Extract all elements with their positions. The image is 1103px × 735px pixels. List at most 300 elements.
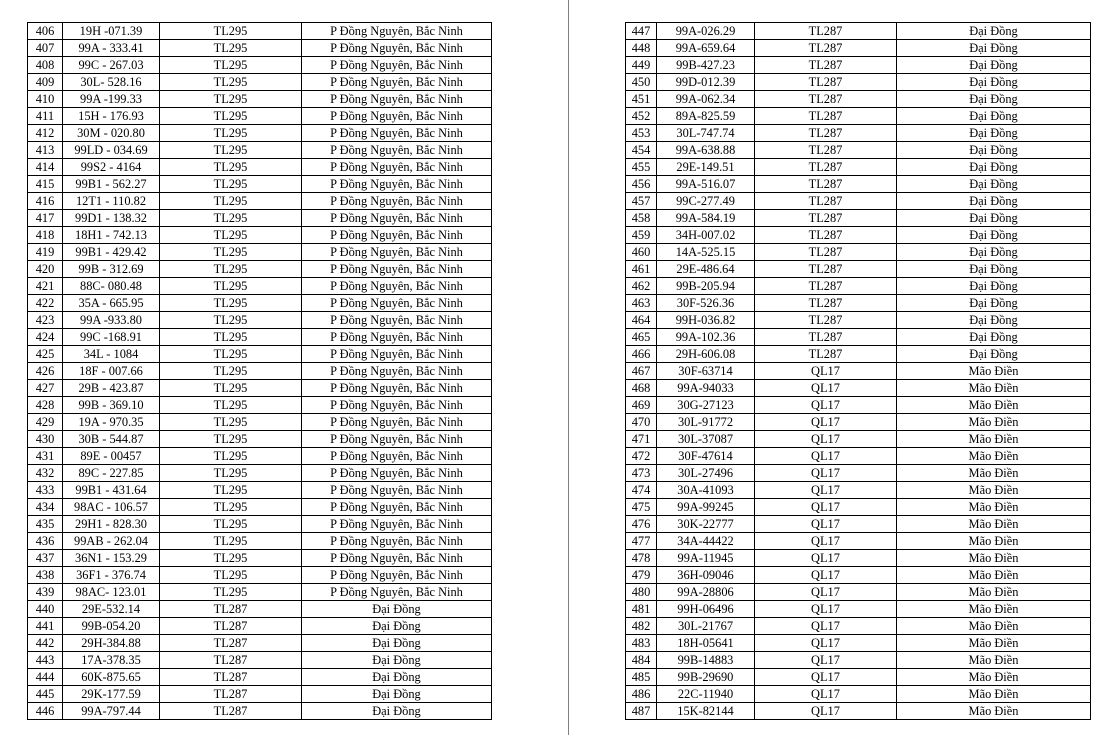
table-row [626, 669, 1091, 686]
plate-number-cell: 29B - 423.87 [63, 380, 160, 397]
location-cell: P Đồng Nguyên, Bắc Ninh [302, 91, 492, 108]
location-cell: Đại Đồng [897, 210, 1091, 227]
location-cell: P Đồng Nguyên, Bắc Ninh [302, 584, 492, 601]
row-number-cell: 440 [28, 601, 63, 618]
location-cell: Đại Đồng [897, 329, 1091, 346]
location-cell: P Đồng Nguyên, Bắc Ninh [302, 40, 492, 57]
route-code-cell: QL17 [755, 584, 897, 601]
table-row [28, 703, 492, 720]
route-code-cell: TL287 [755, 23, 897, 40]
route-code-cell: TL287 [160, 618, 302, 635]
location-cell: Đại Đồng [302, 686, 492, 703]
records-table-right-body [626, 23, 1091, 720]
plate-number-cell: 15K-82144 [657, 703, 755, 720]
row-number-cell: 448 [626, 40, 657, 57]
route-code-cell: TL295 [160, 23, 302, 40]
table-row [626, 40, 1091, 57]
row-number-cell: 428 [28, 397, 63, 414]
location-cell: Mão Điền [897, 669, 1091, 686]
route-code-cell: TL295 [160, 567, 302, 584]
route-code-cell: TL287 [160, 703, 302, 720]
location-cell: Mão Điền [897, 516, 1091, 533]
route-code-cell: TL295 [160, 414, 302, 431]
row-number-cell: 429 [28, 414, 63, 431]
plate-number-cell: 60K-875.65 [63, 669, 160, 686]
row-number-cell: 413 [28, 142, 63, 159]
plate-number-cell: 99A-797.44 [63, 703, 160, 720]
table-row [626, 159, 1091, 176]
plate-number-cell: 89E - 00457 [63, 448, 160, 465]
plate-number-cell: 99A-026.29 [657, 23, 755, 40]
row-number-cell: 463 [626, 295, 657, 312]
row-number-cell: 432 [28, 465, 63, 482]
route-code-cell: TL287 [755, 108, 897, 125]
plate-number-cell: 12T1 - 110.82 [63, 193, 160, 210]
row-number-cell: 430 [28, 431, 63, 448]
row-number-cell: 478 [626, 550, 657, 567]
row-number-cell: 424 [28, 329, 63, 346]
plate-number-cell: 29H-606.08 [657, 346, 755, 363]
row-number-cell: 485 [626, 669, 657, 686]
row-number-cell: 468 [626, 380, 657, 397]
route-code-cell: TL295 [160, 499, 302, 516]
table-row [626, 329, 1091, 346]
route-code-cell: TL295 [160, 74, 302, 91]
table-row [28, 57, 492, 74]
table-row [626, 57, 1091, 74]
table-row [28, 329, 492, 346]
location-cell: P Đồng Nguyên, Bắc Ninh [302, 312, 492, 329]
plate-number-cell: 89C - 227.85 [63, 465, 160, 482]
row-number-cell: 427 [28, 380, 63, 397]
plate-number-cell: 88C- 080.48 [63, 278, 160, 295]
row-number-cell: 439 [28, 584, 63, 601]
route-code-cell: TL287 [755, 244, 897, 261]
location-cell: Mão Điền [897, 465, 1091, 482]
location-cell: Đại Đồng [897, 74, 1091, 91]
route-code-cell: TL295 [160, 125, 302, 142]
plate-number-cell: 29H-384.88 [63, 635, 160, 652]
row-number-cell: 452 [626, 108, 657, 125]
plate-number-cell: 99A-062.34 [657, 91, 755, 108]
route-code-cell: TL287 [755, 176, 897, 193]
row-number-cell: 443 [28, 652, 63, 669]
route-code-cell: QL17 [755, 397, 897, 414]
route-code-cell: QL17 [755, 618, 897, 635]
plate-number-cell: 98AC - 106.57 [63, 499, 160, 516]
location-cell: Mão Điền [897, 584, 1091, 601]
route-code-cell: TL287 [755, 261, 897, 278]
plate-number-cell: 30F-526.36 [657, 295, 755, 312]
route-code-cell: TL295 [160, 142, 302, 159]
location-cell: P Đồng Nguyên, Bắc Ninh [302, 23, 492, 40]
plate-number-cell: 30B - 544.87 [63, 431, 160, 448]
plate-number-cell: 99A-94033 [657, 380, 755, 397]
row-number-cell: 483 [626, 635, 657, 652]
table-row [626, 482, 1091, 499]
row-number-cell: 476 [626, 516, 657, 533]
location-cell: P Đồng Nguyên, Bắc Ninh [302, 448, 492, 465]
plate-number-cell: 99LD - 034.69 [63, 142, 160, 159]
plate-number-cell: 99C - 267.03 [63, 57, 160, 74]
table-row [28, 91, 492, 108]
row-number-cell: 477 [626, 533, 657, 550]
table-row [626, 533, 1091, 550]
table-row [28, 159, 492, 176]
table-row [28, 40, 492, 57]
row-number-cell: 445 [28, 686, 63, 703]
plate-number-cell: 99D-012.39 [657, 74, 755, 91]
plate-number-cell: 99A-584.19 [657, 210, 755, 227]
location-cell: P Đồng Nguyên, Bắc Ninh [302, 142, 492, 159]
plate-number-cell: 99B1 - 431.64 [63, 482, 160, 499]
plate-number-cell: 30M - 020.80 [63, 125, 160, 142]
table-row [28, 227, 492, 244]
table-row [626, 91, 1091, 108]
location-cell: Đại Đồng [897, 312, 1091, 329]
table-row [626, 278, 1091, 295]
table-row [626, 363, 1091, 380]
location-cell: P Đồng Nguyên, Bắc Ninh [302, 295, 492, 312]
table-row [626, 686, 1091, 703]
row-number-cell: 425 [28, 346, 63, 363]
location-cell: Đại Đồng [897, 91, 1091, 108]
plate-number-cell: 17A-378.35 [63, 652, 160, 669]
row-number-cell: 421 [28, 278, 63, 295]
plate-number-cell: 99C-277.49 [657, 193, 755, 210]
location-cell: Đại Đồng [897, 40, 1091, 57]
plate-number-cell: 99A-28806 [657, 584, 755, 601]
route-code-cell: TL287 [755, 278, 897, 295]
table-row [28, 601, 492, 618]
location-cell: Đại Đồng [302, 703, 492, 720]
route-code-cell: TL295 [160, 533, 302, 550]
plate-number-cell: 99A - 333.41 [63, 40, 160, 57]
table-row [626, 176, 1091, 193]
plate-number-cell: 30K-22777 [657, 516, 755, 533]
route-code-cell: QL17 [755, 601, 897, 618]
table-row [626, 210, 1091, 227]
location-cell: P Đồng Nguyên, Bắc Ninh [302, 346, 492, 363]
plate-number-cell: 30F-47614 [657, 448, 755, 465]
table-row [626, 516, 1091, 533]
route-code-cell: TL287 [755, 57, 897, 74]
row-number-cell: 459 [626, 227, 657, 244]
table-row [28, 125, 492, 142]
records-table-left-body [28, 23, 492, 720]
plate-number-cell: 99A-102.36 [657, 329, 755, 346]
plate-number-cell: 35A - 665.95 [63, 295, 160, 312]
route-code-cell: QL17 [755, 482, 897, 499]
route-code-cell: TL295 [160, 448, 302, 465]
table-row [626, 108, 1091, 125]
route-code-cell: QL17 [755, 499, 897, 516]
records-table-left [27, 22, 492, 720]
route-code-cell: TL287 [755, 91, 897, 108]
route-code-cell: TL295 [160, 40, 302, 57]
table-row [28, 261, 492, 278]
location-cell: P Đồng Nguyên, Bắc Ninh [302, 278, 492, 295]
location-cell: P Đồng Nguyên, Bắc Ninh [302, 465, 492, 482]
row-number-cell: 470 [626, 414, 657, 431]
table-row [28, 363, 492, 380]
location-cell: Đại Đồng [897, 57, 1091, 74]
table-row [626, 448, 1091, 465]
row-number-cell: 435 [28, 516, 63, 533]
row-number-cell: 484 [626, 652, 657, 669]
plate-number-cell: 30G-27123 [657, 397, 755, 414]
location-cell: Mão Điền [897, 635, 1091, 652]
route-code-cell: TL295 [160, 380, 302, 397]
plate-number-cell: 30L- 528.16 [63, 74, 160, 91]
location-cell: P Đồng Nguyên, Bắc Ninh [302, 193, 492, 210]
route-code-cell: QL17 [755, 703, 897, 720]
row-number-cell: 423 [28, 312, 63, 329]
row-number-cell: 461 [626, 261, 657, 278]
plate-number-cell: 99A -199.33 [63, 91, 160, 108]
table-row [626, 244, 1091, 261]
row-number-cell: 431 [28, 448, 63, 465]
route-code-cell: TL287 [755, 74, 897, 91]
row-number-cell: 458 [626, 210, 657, 227]
route-code-cell: TL295 [160, 397, 302, 414]
plate-number-cell: 30L-91772 [657, 414, 755, 431]
route-code-cell: TL287 [755, 142, 897, 159]
table-row [626, 550, 1091, 567]
row-number-cell: 465 [626, 329, 657, 346]
route-code-cell: TL295 [160, 108, 302, 125]
route-code-cell: TL295 [160, 227, 302, 244]
plate-number-cell: 34A-44422 [657, 533, 755, 550]
location-cell: P Đồng Nguyên, Bắc Ninh [302, 431, 492, 448]
plate-number-cell: 99H-06496 [657, 601, 755, 618]
table-row [28, 278, 492, 295]
route-code-cell: QL17 [755, 363, 897, 380]
table-row [28, 448, 492, 465]
table-row [626, 652, 1091, 669]
location-cell: Đại Đồng [897, 125, 1091, 142]
row-number-cell: 442 [28, 635, 63, 652]
location-cell: Đại Đồng [897, 193, 1091, 210]
plate-number-cell: 29E-149.51 [657, 159, 755, 176]
table-row [28, 108, 492, 125]
table-row [626, 380, 1091, 397]
plate-number-cell: 99B-14883 [657, 652, 755, 669]
row-number-cell: 456 [626, 176, 657, 193]
route-code-cell: TL295 [160, 329, 302, 346]
plate-number-cell: 18H1 - 742.13 [63, 227, 160, 244]
row-number-cell: 447 [626, 23, 657, 40]
row-number-cell: 486 [626, 686, 657, 703]
table-row [28, 414, 492, 431]
table-row [28, 499, 492, 516]
row-number-cell: 410 [28, 91, 63, 108]
plate-number-cell: 18H-05641 [657, 635, 755, 652]
location-cell: Đại Đồng [302, 669, 492, 686]
location-cell: Đại Đồng [897, 227, 1091, 244]
plate-number-cell: 14A-525.15 [657, 244, 755, 261]
location-cell: P Đồng Nguyên, Bắc Ninh [302, 244, 492, 261]
table-row [626, 125, 1091, 142]
plate-number-cell: 30L-747.74 [657, 125, 755, 142]
location-cell: Mão Điền [897, 533, 1091, 550]
row-number-cell: 414 [28, 159, 63, 176]
location-cell: Đại Đồng [897, 261, 1091, 278]
table-row [626, 142, 1091, 159]
table-row [626, 227, 1091, 244]
route-code-cell: TL295 [160, 210, 302, 227]
row-number-cell: 436 [28, 533, 63, 550]
row-number-cell: 444 [28, 669, 63, 686]
row-number-cell: 449 [626, 57, 657, 74]
table-row [28, 533, 492, 550]
table-row [626, 635, 1091, 652]
plate-number-cell: 99A -933.80 [63, 312, 160, 329]
table-row [28, 550, 492, 567]
route-code-cell: TL295 [160, 278, 302, 295]
location-cell: P Đồng Nguyên, Bắc Ninh [302, 57, 492, 74]
plate-number-cell: 30L-27496 [657, 465, 755, 482]
plate-number-cell: 36H-09046 [657, 567, 755, 584]
plate-number-cell: 98AC- 123.01 [63, 584, 160, 601]
location-cell: Mão Điền [897, 567, 1091, 584]
table-row [28, 295, 492, 312]
plate-number-cell: 30F-63714 [657, 363, 755, 380]
table-row [28, 516, 492, 533]
table-row [28, 465, 492, 482]
route-code-cell: TL287 [160, 635, 302, 652]
table-row [28, 431, 492, 448]
route-code-cell: TL295 [160, 261, 302, 278]
plate-number-cell: 99B-29690 [657, 669, 755, 686]
row-number-cell: 418 [28, 227, 63, 244]
row-number-cell: 407 [28, 40, 63, 57]
location-cell: P Đồng Nguyên, Bắc Ninh [302, 533, 492, 550]
route-code-cell: QL17 [755, 516, 897, 533]
row-number-cell: 422 [28, 295, 63, 312]
table-row [28, 584, 492, 601]
table-row [626, 397, 1091, 414]
plate-number-cell: 99AB - 262.04 [63, 533, 160, 550]
location-cell: Mão Điền [897, 363, 1091, 380]
plate-number-cell: 99B - 312.69 [63, 261, 160, 278]
plate-number-cell: 99S2 - 4164 [63, 159, 160, 176]
route-code-cell: TL295 [160, 363, 302, 380]
page-divider [568, 0, 569, 735]
plate-number-cell: 99D1 - 138.32 [63, 210, 160, 227]
route-code-cell: QL17 [755, 380, 897, 397]
location-cell: P Đồng Nguyên, Bắc Ninh [302, 567, 492, 584]
location-cell: Đại Đồng [897, 108, 1091, 125]
location-cell: P Đồng Nguyên, Bắc Ninh [302, 414, 492, 431]
route-code-cell: TL295 [160, 295, 302, 312]
location-cell: Mão Điền [897, 686, 1091, 703]
route-code-cell: TL287 [160, 601, 302, 618]
row-number-cell: 467 [626, 363, 657, 380]
row-number-cell: 416 [28, 193, 63, 210]
route-code-cell: TL295 [160, 346, 302, 363]
location-cell: P Đồng Nguyên, Bắc Ninh [302, 363, 492, 380]
route-code-cell: TL295 [160, 550, 302, 567]
route-code-cell: QL17 [755, 431, 897, 448]
location-cell: Mão Điền [897, 618, 1091, 635]
table-row [28, 176, 492, 193]
plate-number-cell: 30L-37087 [657, 431, 755, 448]
row-number-cell: 453 [626, 125, 657, 142]
location-cell: Đại Đồng [897, 159, 1091, 176]
plate-number-cell: 99A-516.07 [657, 176, 755, 193]
route-code-cell: TL295 [160, 431, 302, 448]
location-cell: P Đồng Nguyên, Bắc Ninh [302, 261, 492, 278]
location-cell: Mão Điền [897, 601, 1091, 618]
table-row [626, 193, 1091, 210]
route-code-cell: TL295 [160, 465, 302, 482]
row-number-cell: 406 [28, 23, 63, 40]
table-row [28, 482, 492, 499]
route-code-cell: QL17 [755, 533, 897, 550]
table-row [28, 193, 492, 210]
location-cell: Đại Đồng [302, 635, 492, 652]
route-code-cell: TL295 [160, 312, 302, 329]
row-number-cell: 482 [626, 618, 657, 635]
location-cell: P Đồng Nguyên, Bắc Ninh [302, 125, 492, 142]
location-cell: Mão Điền [897, 414, 1091, 431]
location-cell: P Đồng Nguyên, Bắc Ninh [302, 159, 492, 176]
row-number-cell: 438 [28, 567, 63, 584]
plate-number-cell: 15H - 176.93 [63, 108, 160, 125]
route-code-cell: QL17 [755, 635, 897, 652]
route-code-cell: TL287 [755, 159, 897, 176]
route-code-cell: QL17 [755, 686, 897, 703]
row-number-cell: 426 [28, 363, 63, 380]
row-number-cell: 433 [28, 482, 63, 499]
route-code-cell: QL17 [755, 567, 897, 584]
row-number-cell: 415 [28, 176, 63, 193]
plate-number-cell: 99A-99245 [657, 499, 755, 516]
location-cell: P Đồng Nguyên, Bắc Ninh [302, 108, 492, 125]
plate-number-cell: 99B - 369.10 [63, 397, 160, 414]
table-row [626, 618, 1091, 635]
plate-number-cell: 36N1 - 153.29 [63, 550, 160, 567]
row-number-cell: 460 [626, 244, 657, 261]
route-code-cell: TL287 [755, 295, 897, 312]
route-code-cell: TL295 [160, 584, 302, 601]
table-row [626, 414, 1091, 431]
row-number-cell: 457 [626, 193, 657, 210]
row-number-cell: 462 [626, 278, 657, 295]
plate-number-cell: 99B-427.23 [657, 57, 755, 74]
location-cell: Đại Đồng [897, 244, 1091, 261]
table-row [28, 210, 492, 227]
plate-number-cell: 34H-007.02 [657, 227, 755, 244]
plate-number-cell: 30L-21767 [657, 618, 755, 635]
plate-number-cell: 99A-11945 [657, 550, 755, 567]
table-row [28, 142, 492, 159]
plate-number-cell: 29K-177.59 [63, 686, 160, 703]
row-number-cell: 417 [28, 210, 63, 227]
location-cell: P Đồng Nguyên, Bắc Ninh [302, 380, 492, 397]
plate-number-cell: 99H-036.82 [657, 312, 755, 329]
location-cell: Mão Điền [897, 499, 1091, 516]
route-code-cell: TL287 [160, 652, 302, 669]
table-row [28, 74, 492, 91]
row-number-cell: 455 [626, 159, 657, 176]
route-code-cell: TL287 [755, 125, 897, 142]
route-code-cell: TL287 [160, 686, 302, 703]
table-row [28, 244, 492, 261]
location-cell: P Đồng Nguyên, Bắc Ninh [302, 482, 492, 499]
row-number-cell: 466 [626, 346, 657, 363]
